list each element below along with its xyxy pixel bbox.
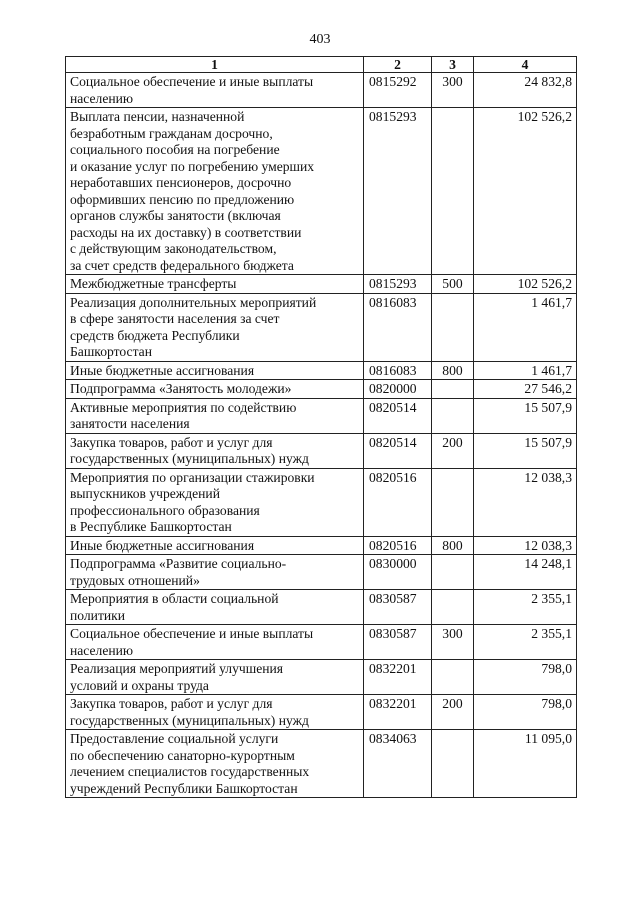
row-type — [432, 398, 474, 433]
column-header-name: 1 — [66, 57, 364, 73]
row-amount: 1 461,7 — [474, 293, 577, 361]
table-row — [66, 361, 577, 380]
row-name-line: органов службы занятости (включая — [70, 208, 281, 223]
row-name — [66, 625, 364, 660]
table-row — [66, 536, 577, 555]
row-name-line: и оказание услуг по погребению умерших — [70, 158, 315, 174]
row-code: 0816083 — [364, 361, 432, 380]
row-name — [66, 73, 364, 108]
row-name — [66, 695, 364, 730]
row-name-line: населению — [70, 642, 134, 658]
row-name-line: в сфере занятости населения за счет — [70, 311, 280, 326]
row-type — [432, 468, 474, 536]
row-name — [66, 293, 364, 361]
row-name-line: Межбюджетные трансферты — [70, 276, 237, 291]
row-code: 0820514 — [364, 398, 432, 433]
row-code: 0815293 — [364, 108, 432, 275]
row-name — [66, 398, 364, 433]
table-row — [66, 590, 577, 625]
row-name-line: Реализация мероприятий улучшения — [70, 661, 284, 676]
table-row — [66, 380, 577, 399]
row-name — [66, 536, 364, 555]
row-type — [432, 730, 474, 798]
budget-table — [65, 56, 577, 798]
row-type — [432, 380, 474, 399]
row-type: 500 — [432, 275, 474, 294]
row-code: 0815293 — [364, 275, 432, 294]
header-row — [66, 57, 577, 73]
table-row — [66, 398, 577, 433]
row-name-line: выпускников учреждений — [70, 486, 220, 501]
row-name-line: учреждений Республики Башкортостан — [70, 780, 298, 796]
row-amount: 12 038,3 — [474, 468, 577, 536]
column-header-type: 3 — [432, 57, 474, 73]
row-amount: 14 248,1 — [474, 555, 577, 590]
row-code: 0832201 — [364, 660, 432, 695]
row-name-line: Башкортостан — [70, 344, 152, 359]
row-amount: 102 526,2 — [474, 275, 577, 294]
row-type — [432, 293, 474, 361]
row-amount: 24 832,8 — [474, 73, 577, 108]
row-name — [66, 433, 364, 468]
row-amount: 102 526,2 — [474, 108, 577, 275]
table-row — [66, 555, 577, 590]
row-name — [66, 468, 364, 536]
row-name — [66, 108, 364, 275]
row-name-line: Выплата пенсии, назначенной — [70, 109, 245, 124]
table-row — [66, 468, 577, 536]
table-row — [66, 730, 577, 798]
row-name-line: профессионального образования — [70, 502, 260, 518]
row-name — [66, 555, 364, 590]
row-name-line: занятости населения — [70, 416, 190, 431]
row-name-line: за счет средств федерального бюджета — [70, 257, 294, 273]
page-number: 403 — [309, 32, 331, 47]
row-name — [66, 380, 364, 399]
row-code: 0830587 — [364, 590, 432, 625]
row-name-line: Подпрограмма «Занятость молодежи» — [70, 381, 292, 396]
row-name-line: неработавших пенсионеров, досрочно — [70, 175, 292, 190]
row-code: 0815292 — [364, 73, 432, 108]
row-name-line: Подпрограмма «Развитие социально- — [70, 556, 287, 571]
row-type: 300 — [432, 625, 474, 660]
row-name-line: условий и охраны труда — [70, 677, 209, 693]
row-amount: 2 355,1 — [474, 625, 577, 660]
row-code: 0820516 — [364, 536, 432, 555]
table-body — [66, 73, 577, 798]
row-type — [432, 555, 474, 590]
row-type — [432, 108, 474, 275]
table-row — [66, 625, 577, 660]
row-amount: 12 038,3 — [474, 536, 577, 555]
row-code: 0820514 — [364, 433, 432, 468]
row-name-line: оформивших пенсию по предложению — [70, 191, 295, 207]
row-name-line: социального пособия на погребение — [70, 142, 280, 157]
row-amount: 15 507,9 — [474, 398, 577, 433]
row-type: 300 — [432, 73, 474, 108]
row-code: 0820000 — [364, 380, 432, 399]
row-code: 0830000 — [364, 555, 432, 590]
table-row — [66, 660, 577, 695]
row-name-line: Социальное обеспечение и иные выплаты — [70, 74, 314, 89]
row-code: 0834063 — [364, 730, 432, 798]
row-name-line: Реализация дополнительных мероприятий — [70, 294, 317, 310]
row-name-line: безработным гражданам досрочно, — [70, 125, 273, 141]
row-amount: 798,0 — [474, 695, 577, 730]
column-header-amount: 4 — [474, 57, 577, 73]
row-name-line: Социальное обеспечение и иные выплаты — [70, 626, 314, 641]
row-amount: 1 461,7 — [474, 361, 577, 380]
row-name — [66, 361, 364, 380]
row-name-line: Мероприятия в области социальной — [70, 591, 279, 606]
row-name-line: средств бюджета Республики — [70, 327, 240, 343]
table-row — [66, 73, 577, 108]
row-name-line: Активные мероприятия по содействию — [70, 399, 297, 415]
row-code: 0830587 — [364, 625, 432, 660]
row-name-line: Закупка товаров, работ и услуг для — [70, 696, 273, 711]
row-code: 0820516 — [364, 468, 432, 536]
row-name — [66, 730, 364, 798]
row-name-line: Мероприятия по организации стажировки — [70, 469, 315, 485]
row-name-line: политики — [70, 607, 126, 623]
row-type: 800 — [432, 536, 474, 555]
row-type — [432, 590, 474, 625]
row-amount: 2 355,1 — [474, 590, 577, 625]
row-type: 200 — [432, 695, 474, 730]
row-type — [432, 660, 474, 695]
table-row — [66, 293, 577, 361]
row-name-line: в Республике Башкортостан — [70, 519, 232, 534]
row-name-line: Иные бюджетные ассигнования — [70, 362, 255, 378]
row-name — [66, 590, 364, 625]
table-row — [66, 695, 577, 730]
row-name-line: с действующим законодательством, — [70, 241, 277, 256]
row-name-line: населению — [70, 90, 134, 106]
row-name-line: государственных (муниципальных) нужд — [70, 712, 309, 728]
column-header-code: 2 — [364, 57, 432, 73]
row-name-line: Предоставление социальной услуги — [70, 731, 279, 746]
row-name-line: лечением специалистов государственных — [70, 764, 310, 779]
row-name-line: государственных (муниципальных) нужд — [70, 451, 309, 466]
row-name-line: расходы на их доставку) в соответствии — [70, 224, 302, 240]
row-amount: 27 546,2 — [474, 380, 577, 399]
row-name-line: Закупка товаров, работ и услуг для — [70, 434, 273, 450]
row-code: 0832201 — [364, 695, 432, 730]
row-amount: 11 095,0 — [474, 730, 577, 798]
row-name-line: Иные бюджетные ассигнования — [70, 537, 255, 553]
row-type: 800 — [432, 361, 474, 380]
row-type: 200 — [432, 433, 474, 468]
row-amount: 798,0 — [474, 660, 577, 695]
row-name-line: трудовых отношений» — [70, 572, 200, 588]
table-row — [66, 275, 577, 294]
row-name-line: по обеспечению санаторно-курортным — [70, 747, 295, 763]
row-amount: 15 507,9 — [474, 433, 577, 468]
table-row — [66, 433, 577, 468]
row-name — [66, 275, 364, 294]
row-name — [66, 660, 364, 695]
table-row — [66, 108, 577, 275]
row-code: 0816083 — [364, 293, 432, 361]
